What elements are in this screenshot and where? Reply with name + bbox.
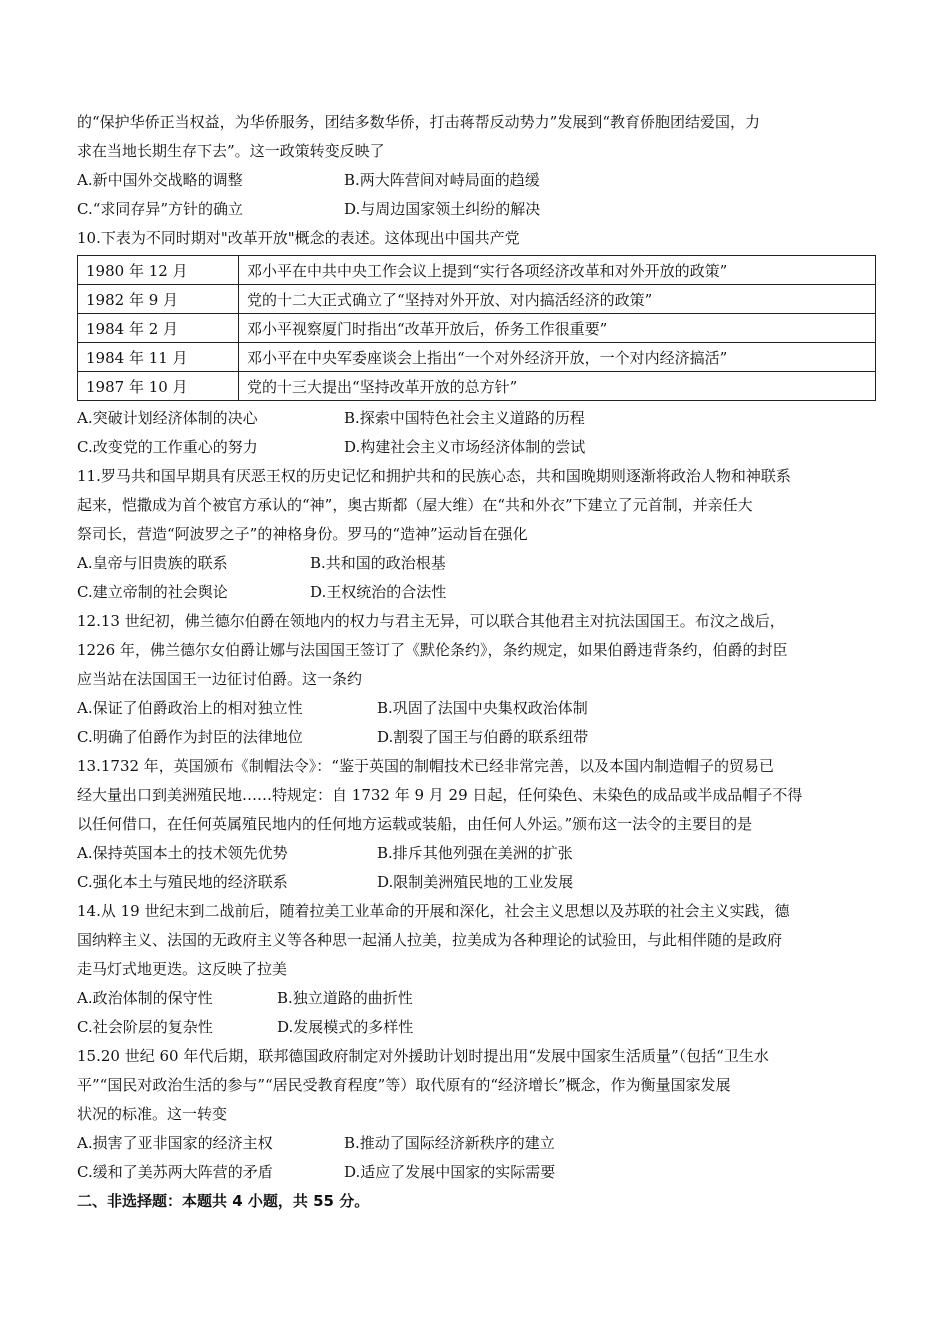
q9-options-row-2	[77, 195, 877, 224]
q15-option-c: C.缓和了美苏两大阵营的矛盾	[77, 1163, 273, 1181]
q12-line-3: 应当站在法国国王一边征讨伯爵。这一条约	[77, 670, 363, 688]
q13-option-a: A.保持英国本土的技术领先优势	[77, 844, 288, 862]
q13-line-2: 经大量出口到美洲殖民地……特规定：自 1732 年 9 月 29 日起，任何染色、未染色的成品或半成品帽子不得	[77, 786, 803, 804]
q14-line-1: 14.从 19 世纪末到二战前后，随着拉美工业革命的开展和深化，社会主义思想以及苏联的社会主义实践，德	[77, 902, 790, 920]
q15-option-a: A.损害了亚非国家的经济主权	[77, 1134, 273, 1152]
table-cell-text: 党的十三大提出“坚持改革开放的总方针”	[239, 372, 876, 401]
q12-line-2: 1226 年，佛兰德尔女伯爵让娜与法国国王签订了《默伦条约》，条约规定，如果伯爵违背条约，伯爵的封臣	[77, 641, 788, 659]
q12-option-c: C.明确了伯爵作为封臣的法律地位	[77, 728, 303, 746]
q12-option-d: D.割裂了国王与伯爵的联系纽带	[377, 728, 589, 746]
q15-line-3: 状况的标准。这一转变	[77, 1105, 228, 1123]
table-row	[78, 314, 876, 343]
table-cell-date: 1987 年 10 月	[78, 372, 239, 401]
q12-option-a: A.保证了伯爵政治上的相对独立性	[77, 699, 303, 717]
q10-options-row-2	[77, 433, 877, 462]
q9-option-d: D.与周边国家领土纠纷的解决	[344, 200, 541, 218]
q14-option-b: B.独立道路的曲折性	[277, 989, 413, 1007]
q15-options-row-1	[77, 1129, 877, 1158]
q10-option-d: D.构建社会主义市场经济体制的尝试	[344, 438, 586, 456]
q13-option-b: B.排斥其他列强在美洲的扩张	[377, 844, 573, 862]
q12-options-row-1	[77, 694, 877, 723]
q13-options-row-1	[77, 839, 877, 868]
q10-option-a: A.突破计划经济体制的决心	[77, 409, 258, 427]
q14-option-d: D.发展模式的多样性	[277, 1018, 414, 1036]
table-cell-text: 邓小平视察厦门时指出“改革开放后，侨务工作很重要”	[239, 314, 876, 343]
q14-options-row-1	[77, 984, 877, 1013]
q13-options-row-2	[77, 868, 877, 897]
q12-options-row-2	[77, 723, 877, 752]
q14-options-row-2	[77, 1013, 877, 1042]
q11-options-row-1	[77, 549, 877, 578]
table-row	[78, 343, 876, 372]
q11-options-row-2	[77, 578, 877, 607]
q15-line-2: 平”“国民对政治生活的参与”“居民受教育程度”等）取代原有的“经济增长”概念，作为衡量国家发展	[77, 1076, 731, 1094]
q11-line-1: 11.罗马共和国早期具有厌恶王权的历史记忆和拥护共和的民族心态，共和国晚期则逐渐将政治人物和神联系	[77, 467, 791, 485]
table-row	[78, 372, 876, 401]
q9-line-1: 的“保护华侨正当权益，为华侨服务，团结多数华侨，打击蒋帮反动势力”发展到“教育侨胞团结爱国，力	[77, 113, 761, 131]
q10-table	[77, 255, 876, 401]
q14-option-c: C.社会阶层的复杂性	[77, 1018, 213, 1036]
q12-line-1: 12.13 世纪初，佛兰德尔伯爵在领地内的权力与君主无异，可以联合其他君主对抗法国国王。布汶之战后，	[77, 612, 785, 630]
q13-line-1: 13.1732 年，英国颁布《制帽法令》：“鉴于英国的制帽技术已经非常完善，以及本国内制造帽子的贸易已	[77, 757, 774, 775]
q15-options-row-2	[77, 1158, 877, 1187]
table-cell-date: 1984 年 2 月	[78, 314, 239, 343]
q11-option-b: B.共和国的政治根基	[310, 554, 446, 572]
q9-option-a: A.新中国外交战略的调整	[77, 171, 243, 189]
q13-option-c: C.强化本土与殖民地的经济联系	[77, 873, 288, 891]
q9-line-2: 求在当地长期生存下去”。这一政策转变反映了	[77, 142, 385, 160]
q9-option-c: C.“求同存异”方针的确立	[77, 200, 244, 218]
q10-options-row-1	[77, 404, 877, 433]
table-cell-text: 党的十二大正式确立了“坚持对外开放、对内搞活经济的政策”	[239, 285, 876, 314]
q13-line-3: 以任何借口，在任何英属殖民地内的任何地方运载或装船，由任何人外运。”颁布这一法令的主要目的是	[77, 815, 753, 833]
q15-option-d: D.适应了发展中国家的实际需要	[344, 1163, 556, 1181]
q15-option-b: B.推动了国际经济新秩序的建立	[344, 1134, 555, 1152]
q9-option-b: B.两大阵营间对峙局面的趋缓	[344, 171, 540, 189]
q14-line-2: 国纳粹主义、法国的无政府主义等各种思一起涌人拉美，拉美成为各种理论的试验田，与此相伴随的是政府	[77, 931, 783, 949]
q14-line-3: 走马灯式地更迭。这反映了拉美	[77, 960, 288, 978]
q11-option-c: C.建立帝制的社会舆论	[77, 583, 228, 601]
table-row	[78, 285, 876, 314]
q10-option-c: C.改变党的工作重心的努力	[77, 438, 258, 456]
q11-line-2: 起来，恺撒成为首个被官方承认的“神”，奥古斯都（屋大维）在“共和外衣”下建立了元首制，并亲任大	[77, 496, 753, 514]
q14-option-a: A.政治体制的保守性	[77, 989, 213, 1007]
q15-line-1: 15.20 世纪 60 年代后期，联邦德国政府制定对外援助计划时提出用“发展中国家生活质量”（包括“卫生水	[77, 1047, 769, 1065]
table-cell-date: 1980 年 12 月	[78, 256, 239, 285]
q10-option-b: B.探索中国特色社会主义道路的历程	[344, 409, 585, 427]
table-cell-date: 1982 年 9 月	[78, 285, 239, 314]
q13-option-d: D.限制美洲殖民地的工业发展	[377, 873, 574, 891]
section-2-heading: 二、非选择题：本题共 4 小题，共 55 分。	[77, 1192, 370, 1210]
table-cell-text: 邓小平在中央军委座谈会上指出“一个对外经济开放，一个对内经济搞活”	[239, 343, 876, 372]
exam-page	[77, 108, 877, 1216]
q9-options-row-1	[77, 166, 877, 195]
q12-option-b: B.巩固了法国中央集权政治体制	[377, 699, 588, 717]
table-cell-text: 邓小平在中共中央工作会议上提到“实行各项经济改革和对外开放的政策”	[239, 256, 876, 285]
q11-option-a: A.皇帝与旧贵族的联系	[77, 554, 228, 572]
table-row	[78, 256, 876, 285]
q11-option-d: D.王权统治的合法性	[310, 583, 447, 601]
q10-stem: 10.下表为不同时期对"改革开放"概念的表述。这体现出中国共产党	[77, 229, 520, 247]
table-cell-date: 1984 年 11 月	[78, 343, 239, 372]
q11-line-3: 祭司长，营造“阿波罗之子”的神格身份。罗马的“造神”运动旨在强化	[77, 525, 528, 543]
